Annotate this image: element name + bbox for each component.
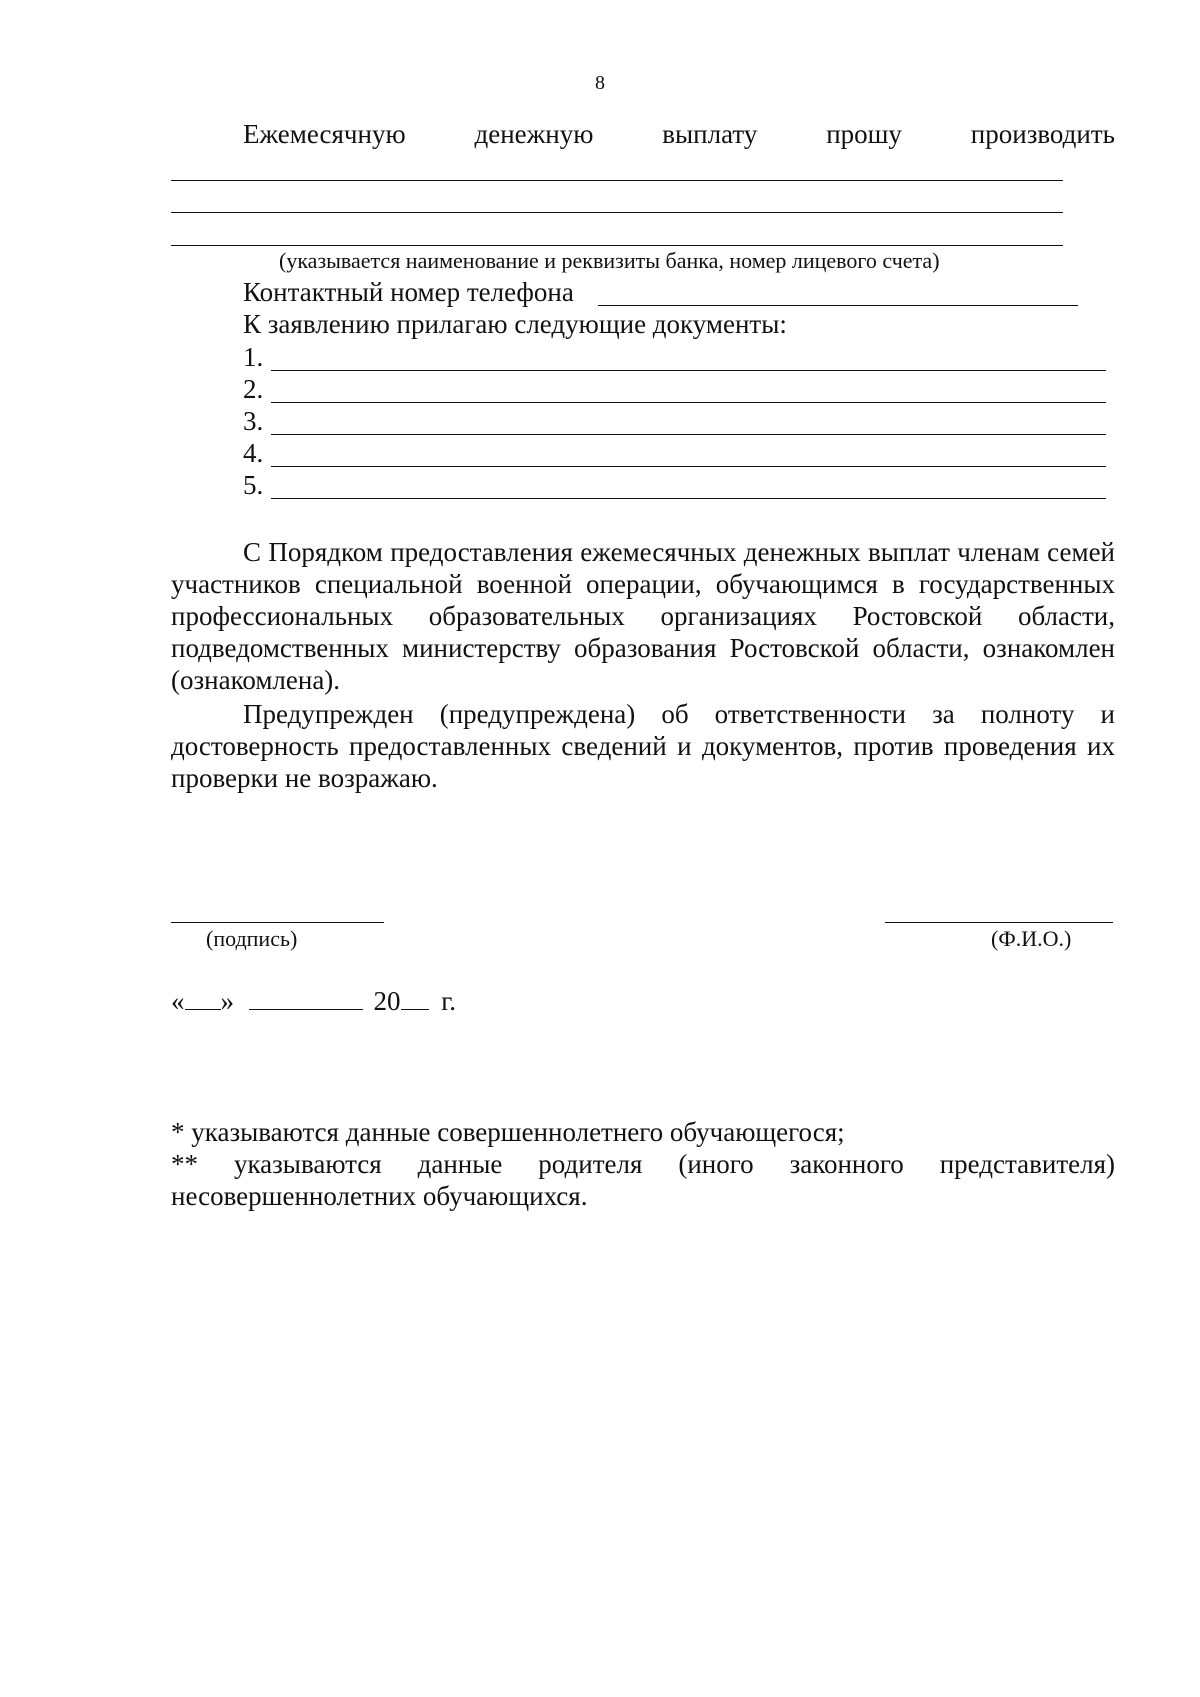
warning-paragraph: Предупрежден (предупреждена) об ответственности за полноту и достоверность предоставленных сведений и документов, против проведения их проверки не возражаю.: [171, 699, 1115, 793]
document-item-field[interactable]: [271, 466, 1106, 467]
signature-line[interactable]: [171, 922, 384, 923]
footnote-2: ** указываются данные родителя (иного законного представителя) несовершеннолетних обучающихся.: [171, 1149, 1115, 1211]
month-field[interactable]: [249, 985, 363, 1010]
bank-details-line[interactable]: [171, 212, 1063, 213]
date-line: [171, 985, 456, 1017]
familiarization-paragraph: С Порядком предоставления ежемесячных денежных выплат членам семей участников специальной военной операции, обучающимся в государственных профессиональных образовательных организациях Ростовской области, подведомственных министерству образования Ростовской области, ознакомлен (ознакомлена).: [171, 537, 1115, 695]
contact-phone-label: Контактный номер телефона: [243, 277, 574, 307]
bank-details-line[interactable]: [171, 180, 1063, 181]
document-item: [243, 373, 1106, 405]
fio-line[interactable]: [885, 922, 1113, 923]
document-item-field[interactable]: [271, 402, 1106, 403]
signature-caption: (подпись): [206, 926, 298, 951]
footnotes: [171, 1116, 1115, 1212]
documents-intro: К заявлению прилагаю следующие документы:: [243, 309, 787, 339]
document-item-number: 4.: [243, 438, 264, 468]
document-item-number: 1.: [243, 342, 264, 372]
bank-details-caption: (указывается наименование и реквизиты банка, номер лицевого счета): [279, 248, 940, 273]
document-item-number: 5.: [243, 470, 264, 500]
payment-word: выплату: [662, 119, 758, 149]
payment-word: Ежемесячную: [243, 119, 406, 149]
document-item: [243, 437, 1106, 469]
day-field[interactable]: [185, 985, 221, 1010]
payment-word: прошу: [826, 119, 902, 149]
contact-phone-field[interactable]: [598, 305, 1078, 306]
bank-details-line[interactable]: [171, 245, 1063, 246]
date-open-quote: «: [171, 986, 185, 1016]
year-field[interactable]: [401, 985, 429, 1010]
year-prefix: 20: [373, 986, 401, 1016]
payment-word: денежную: [474, 119, 594, 149]
document-item-number: 3.: [243, 406, 264, 436]
document-item: [243, 341, 1106, 373]
date-close-quote: »: [220, 986, 234, 1016]
footnote-1: * указываются данные совершеннолетнего обучающегося;: [171, 1117, 845, 1147]
year-suffix: г.: [441, 986, 457, 1016]
document-item: [243, 469, 1106, 501]
document-item: [243, 405, 1106, 437]
document-item-field[interactable]: [271, 370, 1106, 371]
document-item-field[interactable]: [271, 498, 1106, 499]
document-item-number: 2.: [243, 374, 264, 404]
fio-caption: (Ф.И.О.): [991, 926, 1072, 951]
page-number: 8: [595, 72, 605, 94]
payment-word: производить: [970, 119, 1115, 149]
document-item-field[interactable]: [271, 434, 1106, 435]
payment-request-line: [243, 118, 1115, 150]
